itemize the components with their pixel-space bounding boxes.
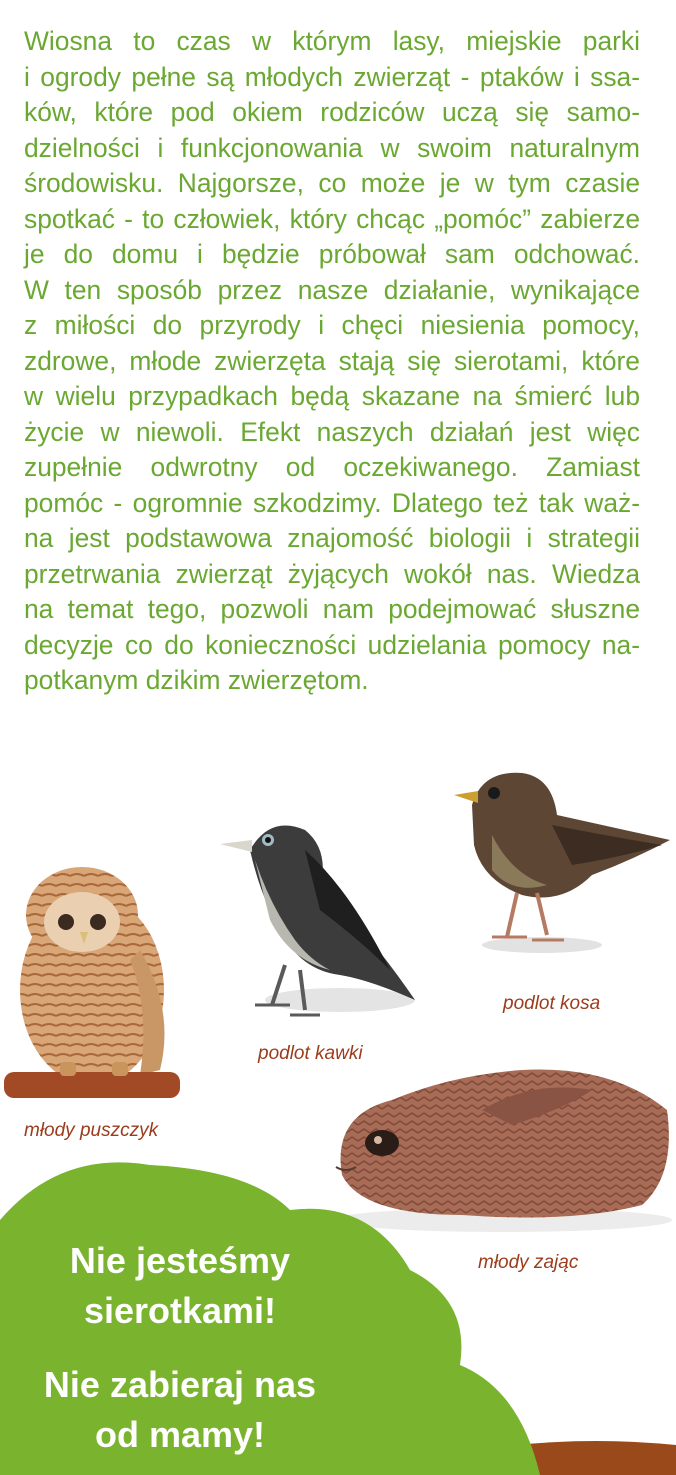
blackbird-illustration: [452, 765, 674, 960]
intro-line: z miłości do przyrody i chęci niesienia pomocy,: [24, 310, 640, 340]
intro-line: spotkać - to człowiek, który chcąc „pomóc” zabierze: [24, 203, 640, 234]
intro-line: ków, które pod okiem rodziców uczą się samo-: [24, 97, 640, 127]
intro-line: w wielu przypadkach będą skazane na śmierć lub: [24, 381, 640, 411]
intro-line: przetrwania zwierząt żyjących wokół nas. Wiedza: [24, 558, 640, 589]
intro-line: W ten sposób przez nasze działanie, wynikające: [24, 274, 640, 305]
intro-line: życie w niewoli. Efekt naszych działań jest więc: [24, 416, 640, 447]
slogan-line-4: od mamy!: [94, 1414, 266, 1455]
intro-line: decyzje co do konieczności udzielania pomocy na-: [24, 629, 640, 660]
caption-jackdaw: podlot kawki: [258, 1043, 363, 1064]
caption-owl: młody puszczyk: [24, 1120, 159, 1141]
owl-illustration: [0, 840, 190, 1110]
slogan-line-3: Nie zabieraj nas: [43, 1364, 317, 1405]
jackdaw-illustration: [210, 810, 425, 1030]
intro-line: zdrowe, młode zwierzęta stają się sierotami, które: [24, 345, 640, 376]
slogan-line-2: sierotkami!: [83, 1290, 277, 1331]
intro-line: potkanym dzikim zwierzętom.: [24, 665, 369, 695]
intro-line: pomóc - ogromnie szkodzimy. Dlatego też tak waż-: [24, 487, 640, 518]
intro-paragraph: [24, 24, 640, 699]
caption-blackbird: podlot kosa: [503, 993, 601, 1014]
slogan-line-1: Nie jesteśmy: [69, 1240, 291, 1281]
intro-line: na temat tego, pozwoli nam podejmować słuszne: [24, 594, 640, 624]
intro-line: zupełnie odwrotny od oczekiwanego. Zamiast: [24, 452, 640, 482]
intro-line: Wiosna to czas w którym lasy, miejskie parki: [24, 26, 640, 56]
intro-line: i ogrody pełne są młodych zwierząt - ptaków i ssa-: [24, 61, 640, 92]
intro-line: je do domu i będzie próbował sam odchować.: [24, 239, 640, 269]
caption-hare: młody zając: [478, 1252, 579, 1273]
intro-line: dzielności i funkcjonowania w swoim naturalnym: [24, 132, 640, 163]
intro-line: na jest podstawowa znajomość biologii i strategii: [24, 523, 640, 553]
intro-line: środowisku. Najgorsze, co może je w tym czasie: [24, 168, 640, 198]
